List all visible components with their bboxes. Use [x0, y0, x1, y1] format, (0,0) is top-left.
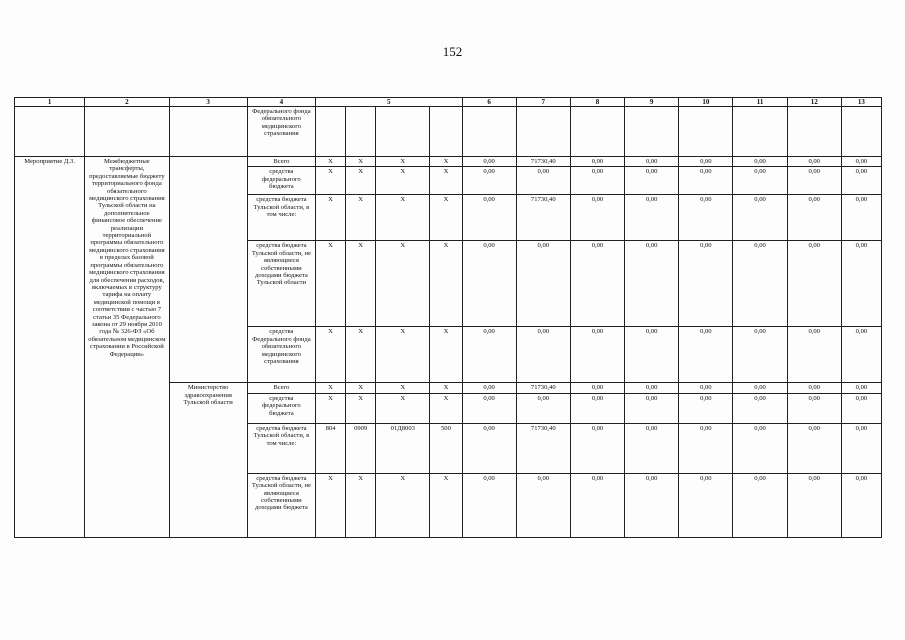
- budget-code-cell: Х: [430, 157, 462, 167]
- amount-cell: 0,00: [462, 383, 516, 393]
- budget-code-cell: Х: [376, 473, 430, 537]
- amount-cell: 71730,40: [516, 383, 570, 393]
- amount-cell: 0,00: [841, 327, 881, 383]
- budget-code-cell: Х: [316, 327, 346, 383]
- amount-cell: 0,00: [841, 167, 881, 195]
- amount-cell: 0,00: [570, 195, 624, 241]
- funding-source-label: средства бюджета Тульской области, в том числе:: [247, 195, 315, 241]
- amount-cell: 0,00: [462, 473, 516, 537]
- budget-code-cell: Х: [376, 195, 430, 241]
- amount-cell: 0,00: [679, 241, 733, 327]
- amount-cell: 0,00: [625, 383, 679, 393]
- header-row: [15, 98, 882, 107]
- amount-cell: 71730,40: [516, 195, 570, 241]
- header-cell: 7: [516, 98, 570, 107]
- amount-cell: 0,00: [625, 327, 679, 383]
- budget-code-cell: Х: [316, 157, 346, 167]
- budget-code-cell: Х: [430, 195, 462, 241]
- budget-code-cell: Х: [346, 167, 376, 195]
- header-cell: 3: [169, 98, 247, 107]
- amount-cell: 0,00: [679, 423, 733, 473]
- funding-source-label: средства бюджета Тульской области, не являющиеся собственными доходами бюджета Тульской области: [247, 241, 315, 327]
- funding-source-label: средства Федерального фонда обязательного медицинского страхования: [247, 327, 315, 383]
- header-cell: 12: [787, 98, 841, 107]
- header-cell: 4: [247, 98, 315, 107]
- table-row: [15, 157, 882, 167]
- funding-source-label: средства бюджета Тульской области, не являющиеся собственными доходами бюджета: [247, 473, 315, 537]
- empty-cell: [787, 107, 841, 157]
- amount-cell: 0,00: [462, 327, 516, 383]
- empty-cell: [733, 107, 787, 157]
- budget-code-cell: Х: [316, 393, 346, 423]
- amount-cell: 0,00: [787, 157, 841, 167]
- amount-cell: 0,00: [516, 241, 570, 327]
- amount-cell: 0,00: [733, 241, 787, 327]
- amount-cell: 0,00: [570, 157, 624, 167]
- budget-table: [14, 97, 882, 538]
- empty-cell: [376, 107, 430, 157]
- budget-code-cell: Х: [346, 195, 376, 241]
- amount-cell: 0,00: [787, 327, 841, 383]
- amount-cell: 0,00: [516, 167, 570, 195]
- amount-cell: 0,00: [841, 473, 881, 537]
- header-cell: 5: [316, 98, 462, 107]
- budget-code-cell: 804: [316, 423, 346, 473]
- empty-cell: [430, 107, 462, 157]
- measure-description: Межбюджетные трансферты, предоставляемые бюджету территориального фонда обязательного медицинского страхования Тульской области на дополнительное финансовое обеспечение реализации территориальной программы обязательного медицинского страхования в пределах базовой программы обязательного медицинского страхования для обеспечения расходов, включаемых в структуру тарифа на оплату медицинской помощи в соответствии с частью 7 статьи 35 Федерального закона от 29 ноября 2010 года № 326-ФЗ «Об обязательном медицинском страховании в Российской Федерации»: [85, 157, 169, 538]
- budget-code-cell: Х: [346, 383, 376, 393]
- header-cell: 1: [15, 98, 85, 107]
- amount-cell: 0,00: [841, 383, 881, 393]
- budget-code-cell: Х: [430, 327, 462, 383]
- amount-cell: 0,00: [570, 241, 624, 327]
- budget-code-cell: 0909: [346, 423, 376, 473]
- funding-source-label: Федерального фонда обязательного медицинского страхования: [247, 107, 315, 157]
- empty-cell: [679, 107, 733, 157]
- funding-source-label: средства федерального бюджета: [247, 393, 315, 423]
- budget-code-cell: Х: [316, 241, 346, 327]
- header-cell: 13: [841, 98, 881, 107]
- budget-code-cell: Х: [376, 157, 430, 167]
- amount-cell: 0,00: [570, 327, 624, 383]
- header-cell: 9: [625, 98, 679, 107]
- budget-code-cell: Х: [316, 195, 346, 241]
- empty-cell: [841, 107, 881, 157]
- amount-cell: 0,00: [625, 241, 679, 327]
- amount-cell: 0,00: [679, 393, 733, 423]
- amount-cell: 0,00: [733, 473, 787, 537]
- funding-source-label: средства бюджета Тульской области, в том числе:: [247, 423, 315, 473]
- empty-cell: [316, 107, 346, 157]
- amount-cell: 0,00: [679, 157, 733, 167]
- amount-cell: 0,00: [733, 157, 787, 167]
- amount-cell: 0,00: [841, 393, 881, 423]
- page-number: 152: [442, 44, 463, 59]
- amount-cell: 71730,40: [516, 423, 570, 473]
- amount-cell: 0,00: [679, 327, 733, 383]
- budget-code-cell: Х: [430, 241, 462, 327]
- amount-cell: 0,00: [841, 241, 881, 327]
- measure-code: Мероприятие Д.3.: [15, 157, 85, 538]
- amount-cell: 0,00: [841, 157, 881, 167]
- amount-cell: 0,00: [462, 423, 516, 473]
- amount-cell: 0,00: [462, 241, 516, 327]
- empty-cell: [346, 107, 376, 157]
- funding-source-label: средства федерального бюджета: [247, 167, 315, 195]
- amount-cell: 0,00: [625, 157, 679, 167]
- amount-cell: 71730,40: [516, 157, 570, 167]
- amount-cell: 0,00: [733, 195, 787, 241]
- amount-cell: 0,00: [733, 167, 787, 195]
- budget-code-cell: Х: [430, 383, 462, 393]
- funding-source-label: Всего: [247, 157, 315, 167]
- amount-cell: 0,00: [787, 473, 841, 537]
- budget-code-cell: Х: [346, 241, 376, 327]
- amount-cell: 0,00: [625, 473, 679, 537]
- amount-cell: 0,00: [733, 383, 787, 393]
- budget-code-cell: Х: [346, 327, 376, 383]
- empty-cell: [462, 107, 516, 157]
- budget-code-cell: Х: [430, 393, 462, 423]
- amount-cell: 0,00: [462, 393, 516, 423]
- budget-code-cell: Х: [376, 393, 430, 423]
- amount-cell: 0,00: [516, 393, 570, 423]
- budget-code-cell: Х: [376, 241, 430, 327]
- budget-code-cell: Х: [376, 167, 430, 195]
- amount-cell: 0,00: [570, 167, 624, 195]
- amount-cell: 0,00: [787, 393, 841, 423]
- amount-cell: 0,00: [516, 473, 570, 537]
- amount-cell: 0,00: [787, 383, 841, 393]
- header-cell: 2: [85, 98, 169, 107]
- header-cell: 8: [570, 98, 624, 107]
- budget-code-cell: Х: [316, 473, 346, 537]
- amount-cell: 0,00: [733, 393, 787, 423]
- amount-cell: 0,00: [625, 393, 679, 423]
- amount-cell: 0,00: [679, 383, 733, 393]
- empty-cell: [169, 107, 247, 157]
- budget-code-cell: Х: [346, 157, 376, 167]
- empty-cell: [516, 107, 570, 157]
- ministry-name: Министерство здравоохранения Тульской области: [169, 383, 247, 537]
- empty-cell: [169, 157, 247, 383]
- empty-cell: [15, 107, 85, 157]
- amount-cell: 0,00: [787, 423, 841, 473]
- amount-cell: 0,00: [625, 195, 679, 241]
- header-cell: 10: [679, 98, 733, 107]
- amount-cell: 0,00: [625, 167, 679, 195]
- header-cell: 11: [733, 98, 787, 107]
- amount-cell: 0,00: [570, 383, 624, 393]
- amount-cell: 0,00: [679, 473, 733, 537]
- amount-cell: 0,00: [787, 195, 841, 241]
- empty-cell: [570, 107, 624, 157]
- budget-code-cell: Х: [376, 327, 430, 383]
- amount-cell: 0,00: [733, 423, 787, 473]
- amount-cell: 0,00: [516, 327, 570, 383]
- amount-cell: 0,00: [841, 195, 881, 241]
- header-cell: 6: [462, 98, 516, 107]
- amount-cell: 0,00: [462, 195, 516, 241]
- amount-cell: 0,00: [570, 473, 624, 537]
- continuation-row: [15, 107, 882, 157]
- amount-cell: 0,00: [462, 167, 516, 195]
- budget-code-cell: Х: [316, 383, 346, 393]
- budget-code-cell: 01Д8003: [376, 423, 430, 473]
- budget-code-cell: Х: [316, 167, 346, 195]
- amount-cell: 0,00: [679, 167, 733, 195]
- amount-cell: 0,00: [841, 423, 881, 473]
- budget-code-cell: Х: [430, 167, 462, 195]
- amount-cell: 0,00: [787, 167, 841, 195]
- amount-cell: 0,00: [787, 241, 841, 327]
- amount-cell: 0,00: [462, 157, 516, 167]
- amount-cell: 0,00: [570, 393, 624, 423]
- budget-code-cell: Х: [376, 383, 430, 393]
- budget-code-cell: Х: [346, 473, 376, 537]
- empty-cell: [85, 107, 169, 157]
- budget-code-cell: Х: [430, 473, 462, 537]
- funding-source-label: Всего: [247, 383, 315, 393]
- amount-cell: 0,00: [733, 327, 787, 383]
- amount-cell: 0,00: [625, 423, 679, 473]
- amount-cell: 0,00: [679, 195, 733, 241]
- amount-cell: 0,00: [570, 423, 624, 473]
- budget-code-cell: Х: [346, 393, 376, 423]
- budget-code-cell: 500: [430, 423, 462, 473]
- empty-cell: [625, 107, 679, 157]
